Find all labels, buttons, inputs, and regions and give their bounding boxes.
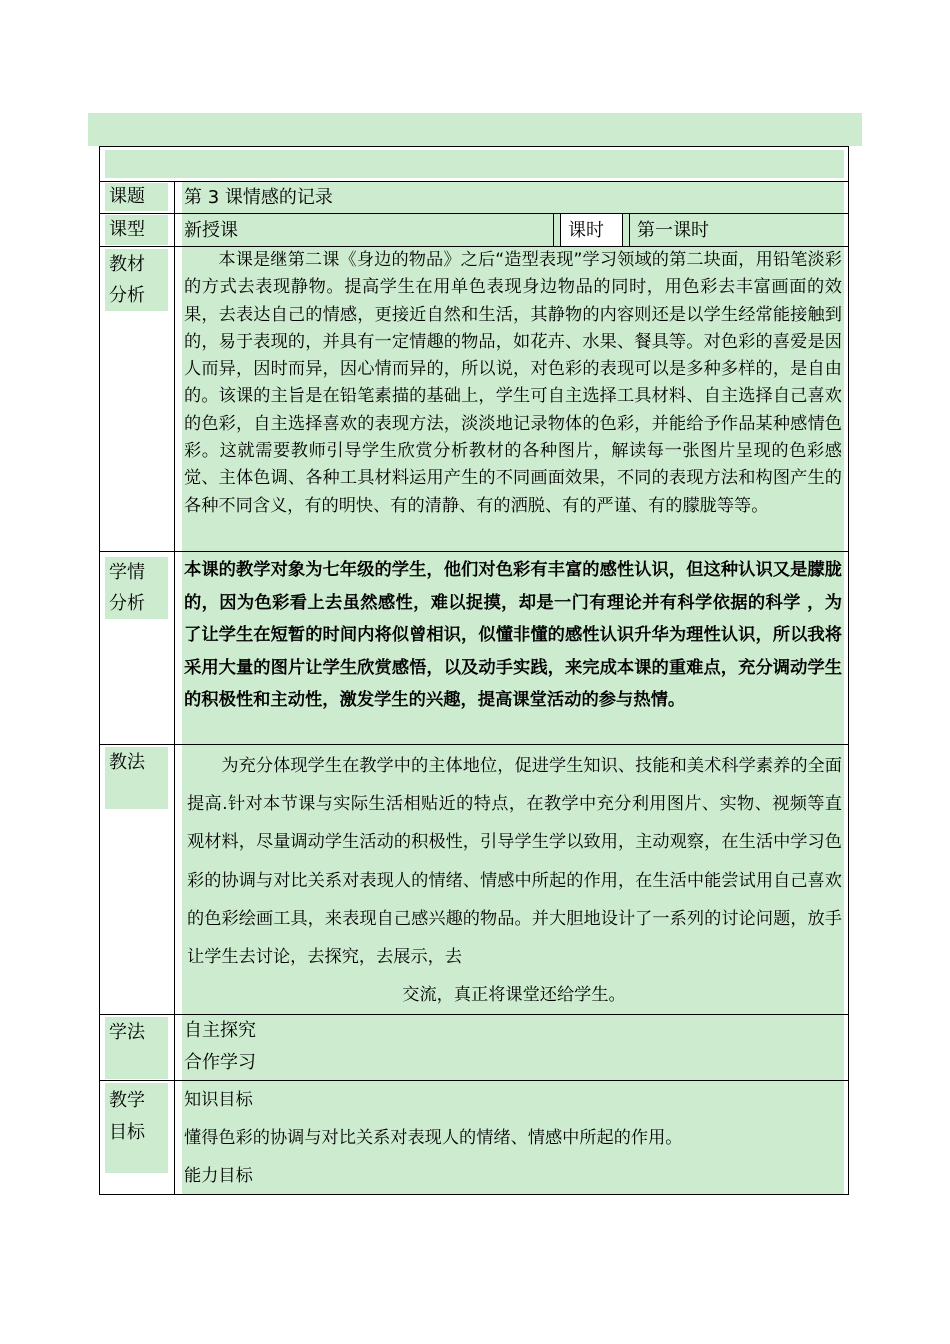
material-text: 本课是继第二课《身边的物品》之后“造型表现”学习领域的第二块面，用铅笔淡彩的方式去表现静物。提高学生在用单色表现身边物品的同时，用色彩去丰富画面的效果，去表达自己的情感，更接近自然和生活，其静物的内容则还是以学生经常能接触到的，易于表现的，并具有一定情趣的物品，如花卉、水果、餐具等。对色彩的喜爱是因人而异，因时而异，因心情而异的，所以说，对色彩的表现可以是多种多样的，是自由的。该课的主旨是在铅笔素描的基础上，学生可自主选择工具材料、自主选择自己喜欢的色彩，自主选择喜欢的表现方法，淡淡地记录物体的色彩，并能给予作品某种感情色彩。这就需要教师引导学生欣赏分析教材的各种图片，解读每一张图片呈现的色彩感觉、主体色调、各种工具材料运用产生的不同画面效果，不同的表现方法和构图产生的各种不同含义，有的明快、有的清静、有的洒脱、有的严谨、有的朦胧等等。 xyxy=(184,250,842,516)
learning-label: 学法 xyxy=(105,1017,168,1079)
method-label: 教法 xyxy=(105,747,168,809)
goals-line-2: 懂得色彩的协调与对比关系对表现人的情绪、情感中所起的作用。 xyxy=(184,1128,683,1148)
material-label: 教材 分析 xyxy=(105,249,168,311)
topic-row xyxy=(100,181,848,213)
type-value: 新授课 xyxy=(184,220,238,241)
goals-label: 教学 目标 xyxy=(105,1083,168,1173)
topic-value: 第 3 课情感的记录 xyxy=(184,187,333,208)
material-row xyxy=(100,246,848,551)
type-label: 课型 xyxy=(105,215,168,245)
goals-row xyxy=(100,1080,848,1194)
lesson-plan-table xyxy=(99,146,849,1195)
learning-line-2: 合作学习 xyxy=(184,1052,256,1073)
method-row xyxy=(100,744,848,1014)
period-value: 第一课时 xyxy=(637,220,709,241)
header-band xyxy=(88,113,862,146)
method-last-line: 交流，真正将课堂还给学生。 xyxy=(402,985,626,1006)
learning-row xyxy=(100,1014,848,1080)
learning-line-1: 自主探究 xyxy=(184,1020,256,1041)
goals-line-3: 能力目标 xyxy=(184,1166,253,1186)
students-label: 学情 分析 xyxy=(105,557,168,619)
type-row xyxy=(100,213,848,246)
students-text: 本课的教学对象为七年级的学生，他们对色彩有丰富的感性认识，但这种认识又是朦胧的，因为色彩看上去虽然感性，难以捉摸，却是一门有理论并有科学依据的科学 ，为了让学生在短暂的时间内将似曾相识，似懂非懂的感性认识升华为理性认识，所以我将采用大量的图片让学生欣赏感悟，以及动手实践，来完成本课的重难点，充分调动学生的积极性和主动性，激发学生的兴趣，提高课堂活动的参与热情。 xyxy=(184,560,842,710)
goals-line-1: 知识目标 xyxy=(184,1090,253,1110)
students-row xyxy=(100,551,848,744)
topic-label: 课题 xyxy=(105,183,168,211)
period-label: 课时 xyxy=(568,220,604,241)
method-text: 为充分体现学生在教学中的主体地位，促进学生知识、技能和美术科学素养的全面提高.针对本节课与实际生活相贴近的特点，在教学中充分利用图片、实物、视频等直观材料，尽量调动学生活动的积极性，引导学生学以致用，主动观察，在生活中学习色彩的协调与对比关系对表现人的情绪、情感中所起的作用，在生活中能尝试用自己喜欢的色彩绘画工具，来表现自己感兴趣的物品。并大胆地设计了一系列的讨论问题，放手让学生去讨论，去探究，去展示，去 xyxy=(187,756,842,968)
blank-row xyxy=(100,147,848,181)
